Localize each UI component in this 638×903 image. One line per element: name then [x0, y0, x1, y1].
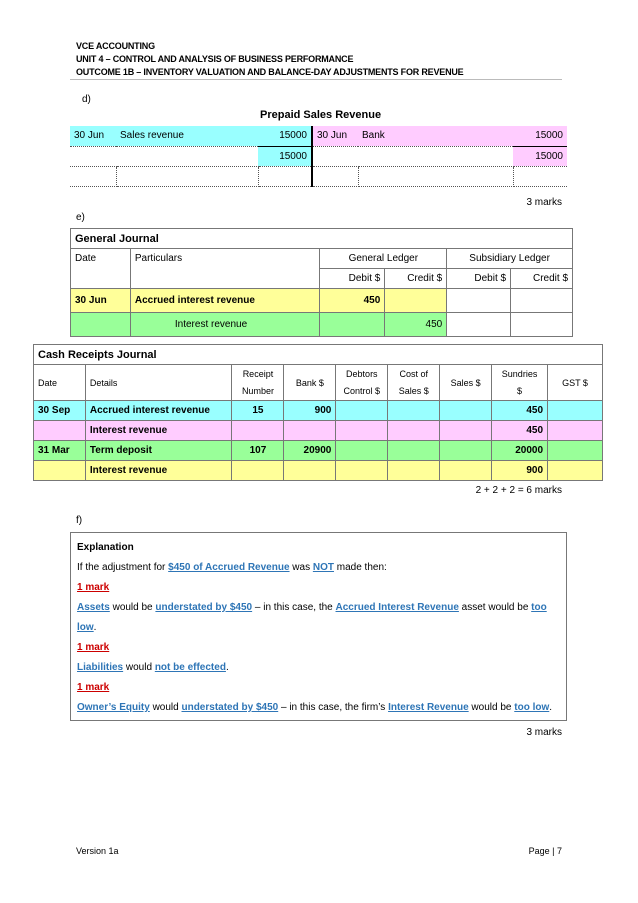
ledger-cell: [358, 166, 513, 186]
gj-col-sub-debit: Debit $: [447, 269, 511, 289]
part-d-marks: 3 marks: [526, 197, 562, 208]
crj-cell: [440, 441, 492, 461]
intro-text: made then:: [333, 562, 387, 573]
table-row: [34, 441, 603, 461]
ledger-cell: Sales revenue: [116, 126, 258, 146]
gj-cell: 30 Jun: [71, 289, 131, 313]
intro-not: NOT: [312, 562, 334, 573]
gj-cell: 450: [320, 289, 385, 313]
gj-cell: [447, 289, 511, 313]
ledger-title: Prepaid Sales Revenue: [260, 109, 382, 121]
assets-text: – in this case, the: [252, 602, 336, 613]
crj-sundries-text: Sundries: [501, 368, 538, 379]
explanation-intro: [77, 558, 560, 578]
explanation-box: [70, 532, 567, 721]
crj-col-bank: Bank $: [284, 365, 336, 401]
crj-cell: [548, 441, 603, 461]
header-line-1: VCE ACCOUNTING: [76, 41, 155, 51]
crj-cell: [440, 461, 492, 481]
crj-receipt-text: Receipt: [242, 368, 274, 379]
gj-col-particulars: Particulars: [130, 249, 320, 289]
crj-cell: 30 Sep: [34, 401, 86, 421]
crj-cell: [388, 401, 440, 421]
gj-title: General Journal: [71, 229, 573, 249]
gj-cell: [511, 289, 573, 313]
crj-cell: 20000: [492, 441, 548, 461]
crj-cell: Interest revenue: [85, 461, 232, 481]
gj-cell: 450: [385, 313, 447, 337]
crj-cell: [34, 461, 86, 481]
gj-col-sub-credit: Credit $: [511, 269, 573, 289]
crj-cell: [440, 421, 492, 441]
equity-term: Owner’s Equity: [77, 702, 150, 713]
crj-cell: [284, 461, 336, 481]
table-row: [71, 313, 573, 337]
general-journal: [70, 228, 573, 337]
crj-col-debtors: [336, 365, 388, 401]
crj-cell: 450: [492, 421, 548, 441]
ledger-row: [70, 166, 567, 186]
assets-too-low: too low: [77, 602, 547, 633]
equity-account: Interest Revenue: [388, 702, 469, 713]
liabilities-line: Liabilities would not be effected.: [77, 662, 229, 673]
ledger-cell: 30 Jun: [312, 126, 358, 146]
ledger-cell: Bank: [358, 126, 513, 146]
crj-cell: [232, 421, 284, 441]
table-row: [71, 289, 573, 313]
crj-cell: Interest revenue: [85, 421, 232, 441]
crj-title: Cash Receipts Journal: [34, 345, 603, 365]
ledger-cell: [116, 166, 258, 186]
gj-cell: [385, 289, 447, 313]
gj-cell: [320, 313, 385, 337]
gj-col-date: Date: [71, 249, 131, 289]
crj-cell: [232, 461, 284, 481]
part-e-label: e): [76, 212, 85, 223]
header-line-2: UNIT 4 – CONTROL AND ANALYSIS OF BUSINESS PERFORMANCE: [76, 54, 354, 64]
crj-col-sundries: [492, 365, 548, 401]
assets-account: Accrued Interest Revenue: [335, 602, 459, 613]
crj-col-receipt: [232, 365, 284, 401]
ledger-cell: [513, 166, 567, 186]
crj-cost-text: Cost of: [399, 368, 428, 379]
ledger-row: [70, 146, 567, 166]
assets-understated: understated by $450: [155, 602, 253, 613]
crj-cell: [336, 461, 388, 481]
gj-cell: Accrued interest revenue: [130, 289, 320, 313]
gj-col-subsidiary-ledger: Subsidiary Ledger: [447, 249, 573, 269]
part-e-marks: 2 + 2 + 2 = 6 marks: [475, 485, 562, 496]
crj-cell: [284, 421, 336, 441]
crj-control-text: Control $: [343, 385, 381, 396]
table-row: [34, 421, 603, 441]
equity-text: would be: [468, 702, 515, 713]
crj-col-sales: Sales $: [440, 365, 492, 401]
liabilities-effect: not be effected: [154, 662, 226, 673]
ledger-cell: 30 Jun: [70, 126, 116, 146]
ledger-cell: [312, 166, 358, 186]
gj-cell: [71, 313, 131, 337]
ledger-cell: [116, 146, 258, 166]
crj-col-cost: [388, 365, 440, 401]
crj-cell: 450: [492, 401, 548, 421]
crj-cell: [388, 461, 440, 481]
crj-col-date: Date: [34, 365, 86, 401]
intro-text: If the adjustment for: [77, 562, 169, 573]
equity-too-low: too low: [514, 702, 550, 713]
crj-cell: 31 Mar: [34, 441, 86, 461]
assets-term: Assets: [77, 602, 110, 613]
ledger-cell: [312, 146, 358, 166]
assets-line: Assets would be understated by $450 – in this case, the Accrued Interest Revenue asset would be too low.: [77, 602, 547, 633]
ledger-cell: 15000: [513, 146, 567, 166]
crj-cell: [548, 401, 603, 421]
crj-cell: [548, 461, 603, 481]
crj-cell: 900: [492, 461, 548, 481]
crj-col-details: Details: [85, 365, 232, 401]
crj-debtors-text: Debtors: [346, 368, 378, 379]
table-row: [34, 461, 603, 481]
crj-cell: Term deposit: [85, 441, 232, 461]
equity-text: would: [149, 702, 182, 713]
footer-version: Version 1a: [76, 846, 119, 856]
crj-cell: [336, 401, 388, 421]
mark-3: 1 mark: [77, 682, 110, 693]
crj-number-text: Number: [241, 385, 274, 396]
prepaid-ledger: [70, 126, 567, 187]
crj-cell: 107: [232, 441, 284, 461]
crj-cell: [388, 441, 440, 461]
ledger-cell: [70, 146, 116, 166]
assets-text: would be: [109, 602, 156, 613]
cash-receipts-journal: [33, 344, 603, 481]
crj-cell: 20900: [284, 441, 336, 461]
liabilities-text: would: [123, 662, 155, 673]
part-d-label: d): [82, 94, 91, 105]
intro-text: was: [289, 562, 313, 573]
equity-text: – in this case, the firm’s: [278, 702, 389, 713]
crj-cell: [336, 421, 388, 441]
crj-cell: 900: [284, 401, 336, 421]
crj-dollar-text: $: [517, 385, 523, 396]
part-f-label: f): [76, 515, 83, 526]
intro-highlight: $450 of Accrued Revenue: [168, 562, 290, 573]
crj-cell: [440, 401, 492, 421]
assets-text: asset would be: [458, 602, 532, 613]
ledger-cell: [358, 146, 513, 166]
header-line-3: OUTCOME 1B – INVENTORY VALUATION AND BALANCE-DAY ADJUSTMENTS FOR REVENUE: [76, 67, 464, 77]
gj-cell: Interest revenue: [130, 313, 320, 337]
table-row: [34, 401, 603, 421]
equity-line: Owner’s Equity would understated by $450 – in this case, the firm’s Interest Revenue would be too low.: [77, 702, 553, 713]
ledger-cell: [258, 166, 312, 186]
crj-cell: [336, 441, 388, 461]
crj-col-gst: GST $: [548, 365, 603, 401]
footer-page: Page | 7: [528, 846, 562, 856]
crj-cell: [388, 421, 440, 441]
gj-col-credit: Credit $: [385, 269, 447, 289]
ledger-cell: 15000: [513, 126, 567, 146]
gj-col-general-ledger: General Ledger: [320, 249, 447, 269]
crj-cell: 15: [232, 401, 284, 421]
document-header: [76, 40, 463, 79]
gj-cell: [511, 313, 573, 337]
mark-1: 1 mark: [77, 582, 110, 593]
crj-cell: [34, 421, 86, 441]
header-divider: [70, 79, 562, 80]
gj-cell: [447, 313, 511, 337]
ledger-row: [70, 126, 567, 146]
part-f-marks: 3 marks: [526, 727, 562, 738]
liabilities-term: Liabilities: [77, 662, 124, 673]
explanation-title: Explanation: [77, 542, 134, 553]
gj-col-debit: Debit $: [320, 269, 385, 289]
crj-cell: [548, 421, 603, 441]
equity-understated: understated by $450: [181, 702, 279, 713]
crj-cost-sales-text: Sales $: [398, 385, 429, 396]
ledger-cell: 15000: [258, 146, 312, 166]
mark-2: 1 mark: [77, 642, 110, 653]
crj-cell: Accrued interest revenue: [85, 401, 232, 421]
ledger-cell: [70, 166, 116, 186]
ledger-cell: 15000: [258, 126, 312, 146]
